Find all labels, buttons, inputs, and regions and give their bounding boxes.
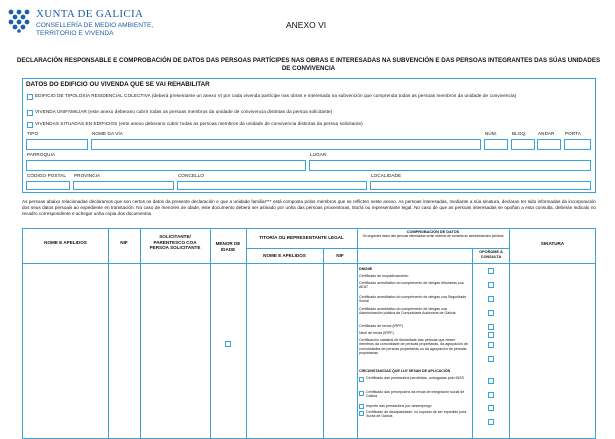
col-sep-8 (509, 228, 510, 439)
header-sinatura: SINATURA (540, 241, 565, 246)
oppose-risga-checkbox[interactable] (488, 392, 494, 398)
col-sep-4 (246, 228, 247, 439)
circumstance-risga-checkbox[interactable] (359, 391, 364, 396)
header-opoñome: OPOÑOME Á CONSULTA (479, 250, 503, 259)
consult-item-dni: DNI/NIE (359, 267, 373, 271)
menor-idade-checkbox[interactable] (225, 341, 231, 347)
label-parroquia: PARROQUIA (27, 152, 56, 157)
oppose-empadroamento-checkbox[interactable] (488, 282, 494, 288)
option-single-family-label: VIVENDA UNIFAMILIAR (este anexo deberano cubrir todas as persoas membros da unidade de convivencia distintas da persoa solicitante) (35, 109, 333, 114)
header-titor: TITOR/A OU REPRESENTANTE LEGAL (259, 235, 344, 240)
oppose-discapacidade-checkbox[interactable] (488, 419, 494, 425)
label-provincia: PROVINCIA (74, 173, 101, 178)
label-tipo: TIPO (27, 131, 39, 136)
label-andar: ANDAR (538, 131, 555, 136)
section-title-building-data: DATOS DO EDIFICIO OU VIVENDA QUE SE VAI REHABILITAR (26, 81, 210, 88)
col-sep-3 (210, 228, 211, 439)
header-comprobacion: COMPROBACIÓN DE DATOS (406, 230, 460, 234)
header-nome-apelidos: NOME E APELIDOS (44, 240, 87, 245)
header-menor-idade: MENOR DE IDADE (215, 241, 241, 252)
label-porta: PORTA (565, 131, 581, 136)
oppose-comunidade-autonoma-checkbox[interactable] (488, 324, 494, 330)
xunta-emblem-icon (6, 7, 32, 33)
oppose-nivel-renda-checkbox[interactable] (488, 342, 494, 348)
label-bloq: BLOQ. (512, 131, 527, 136)
circumstance-desemprego: Importe das prestacións por desemprego (366, 404, 432, 408)
option-single-family-checkbox[interactable] (27, 110, 33, 116)
col-sep-2 (140, 228, 141, 439)
comprob-sub-divider (357, 248, 509, 249)
department-line-1: CONSELLERÍA DE MEDIO AMBIENTE, (36, 22, 154, 29)
oppose-seguridade-social-checkbox[interactable] (488, 310, 494, 316)
circumstance-desemprego-checkbox[interactable] (359, 404, 364, 409)
option-building-dwellings-checkbox[interactable] (27, 122, 33, 128)
label-codigo-postal: CÓDIGO POSTAL (27, 173, 66, 178)
label-concello: CONCELLO (178, 173, 205, 178)
num-field[interactable] (484, 139, 508, 150)
document-title: DECLARACIÓN RESPONSABLE E COMPROBACIÓN DE DATOS DAS PERSOAS PARTÍCIPES NAS OBRAS E INTERESADAS NA SUBVENCIÓN E DAS PERSOAS INTEGRANTES DAS SÚAS UNIDADES DE CONVIVENCIA (16, 57, 601, 73)
nome-via-field[interactable] (91, 139, 481, 150)
oppose-dni-checkbox[interactable] (488, 268, 494, 274)
consult-item-renda-certificado: Certificado de renda (IRPF) (359, 324, 403, 328)
oppose-renda-checkbox[interactable] (488, 332, 494, 338)
bloq-field[interactable] (511, 139, 535, 150)
tipo-field[interactable] (26, 139, 88, 150)
header-titor-nif: NIF (336, 253, 344, 258)
annex-label: ANEXO VI (286, 20, 327, 30)
department-line-2: TERRITORIO E VIVENDA (36, 30, 114, 37)
col-sep-1 (108, 228, 109, 439)
circumstance-risga: Certificado das percepcións da renda de integración social de Galicia (366, 390, 465, 399)
consult-item-seguridade-social: Certificado acreditativo do cumprimento de obrigas coa Seguridade Social (359, 295, 467, 304)
circumstance-inss: Certificado das prestacións percibidas, outorgadas polo INSS (366, 376, 464, 380)
consult-item-comunidade-autonoma: Certificado acreditativo do cumprimento de obrigas coa Administración pública da Comunidade Autónoma de Galicia (359, 307, 456, 316)
consult-item-empadroamento: Certificado de empadroamento (359, 274, 409, 278)
oppose-desemprego-checkbox[interactable] (488, 405, 494, 411)
option-collective-checkbox[interactable] (27, 94, 33, 100)
circumstance-inss-checkbox[interactable] (359, 377, 364, 382)
label-localidade: LOCALIDADE (371, 173, 402, 178)
consult-item-catastral: Certificación catastral de titularidade das persoas que nesen membros da comunidade de persoas propietarias, da agrupación de comunidades de persoas propietarias ou da agrupación de persoas propietarias (359, 338, 468, 355)
col-sep-5 (323, 248, 324, 439)
andar-field[interactable] (537, 139, 561, 150)
oppose-catastral-checkbox[interactable] (488, 356, 494, 362)
label-num: NÚM. (485, 131, 498, 136)
option-building-dwellings-label: VIVENDAS SITUADAS EN EDIFICIOS (este anexo deberano cubrir todas as persoas membros da unidade de convivencia distintas da persoa solicitante) (35, 121, 363, 126)
header-nif: NIF (120, 240, 128, 245)
label-nome-via: NOME DA VÍA (92, 131, 123, 136)
xunta-logo (6, 7, 32, 33)
circumstance-discapacidade-checkbox[interactable] (359, 411, 364, 416)
col-sep-6 (357, 228, 358, 439)
porta-field[interactable] (564, 139, 591, 150)
lugar-field[interactable] (309, 160, 591, 171)
label-lugar: LUGAR (310, 152, 327, 157)
concello-field[interactable] (177, 181, 367, 190)
col-sep-7 (472, 248, 473, 439)
option-collective-label: EDIFICIO DE TIPOLOXÍA RESIDENCIAL COLECTIVA (deberá presentarse un anexo VI por cada vivenda partícipe nas obras e interesada na subvención que comprenda todas as persoas membros da unidade de convivencia) (35, 93, 517, 98)
oppose-aeat-checkbox[interactable] (488, 296, 494, 302)
logo-name: XUNTA DE GALICIA (36, 8, 144, 20)
oppose-inss-checkbox[interactable] (488, 378, 494, 384)
header-solicitante: SOLICITANTE/ PARENTESCO COA PERSOA SOLICITANTE (149, 234, 201, 251)
parroquia-field[interactable] (26, 160, 306, 171)
circumstance-discapacidade: Certificado de discapacidade, no suposto de ser expedido pola Xunta de Galicia (366, 410, 467, 419)
header-titor-nome: NOME E APELIDOS (263, 253, 306, 258)
header-comprobacion-sub: Os seguintes datos das persoas interesadas serán obxecto de consulta ás administracións públicas (362, 234, 504, 238)
consult-item-nivel-renda: Nivel de renda (IRPF) (359, 331, 394, 335)
localidade-field[interactable] (370, 181, 591, 190)
titor-sub-divider (246, 248, 357, 249)
provincia-field[interactable] (73, 181, 174, 190)
codigo-postal-field[interactable] (26, 181, 70, 190)
declaration-text: As persoas abaixo relacionadas declaramos que son certos os datos da presente declaración e que a unidade familiar*** está composta polos membros que se reflicten neste anexo. As persoas interesadas, mediante a súa sinatura, declaran ter sido informadas da incorporación dos seus datos persoais ao expediente en tramitación. No caso de menores de idade, este documento deberá ser asinado por unha das persoas proxenitoras, titor/a ou representante legal. No caso de que as persoas interesadas se opoñan a esta consulta, deberán indicalo no recadro correspondente e achegar unha copia dos documentos. (22, 199, 596, 216)
consult-item-aeat: Certificado acreditativo do cumprimento de obrigas tributarias coa AEAT (359, 281, 464, 290)
circumstances-title: CIRCUNSTANCIAS QUE LLE SEXAN DE APLICACIÓN (359, 369, 451, 373)
